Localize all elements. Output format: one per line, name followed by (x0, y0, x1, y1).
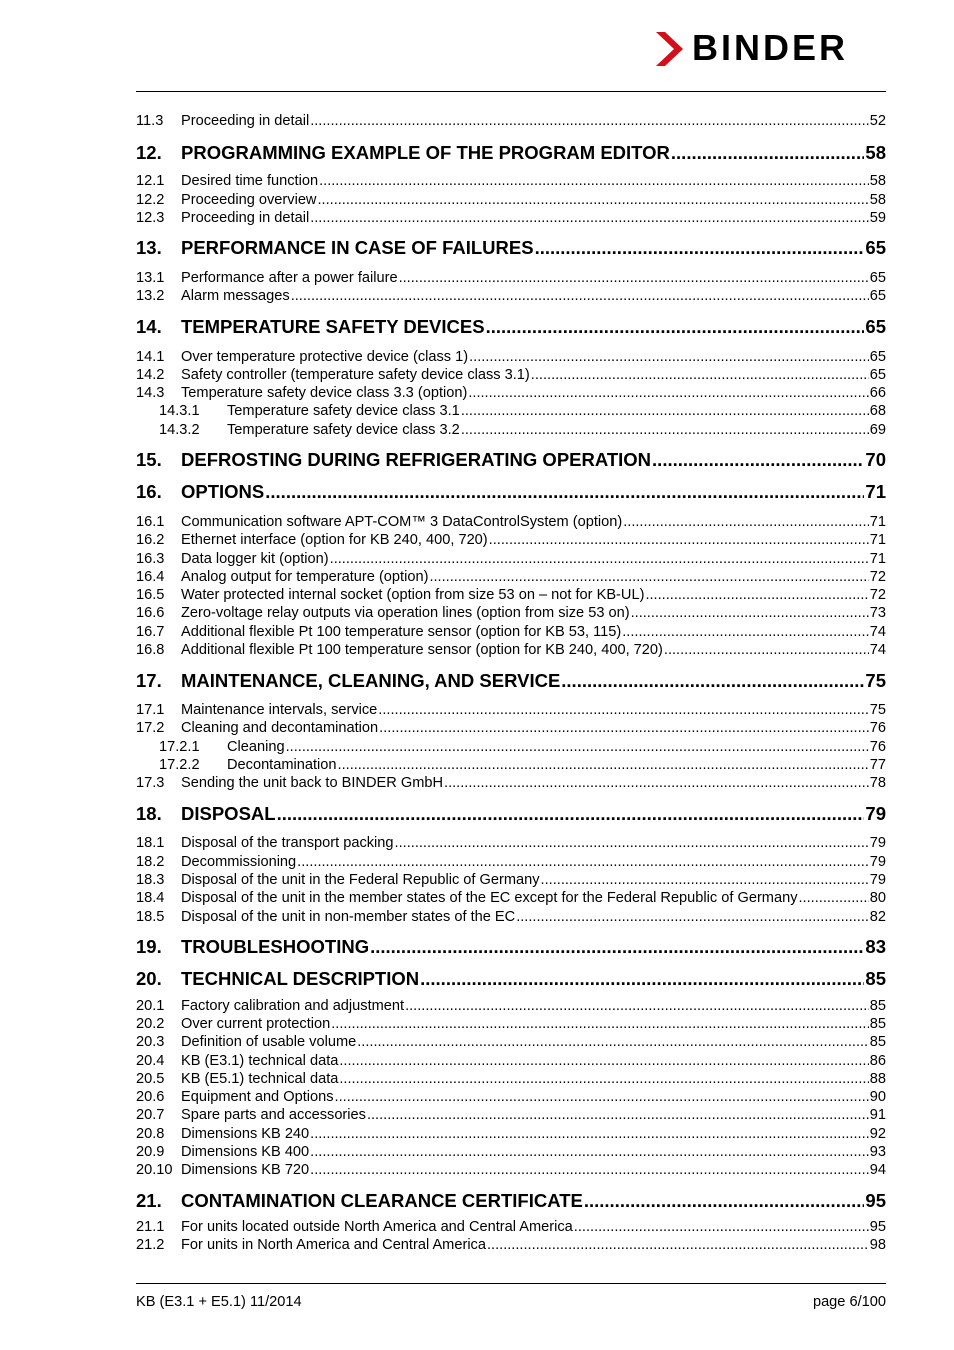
toc-number: 17.2.1 (159, 739, 200, 755)
toc-leader-dots (317, 191, 868, 209)
toc-page-number: 71 (865, 481, 886, 502)
toc-title: KB (E3.1) technical data (181, 1053, 339, 1069)
toc-title: Zero-voltage relay outputs via operation lines (option from size 53 on) (181, 605, 630, 621)
toc-entry[interactable] (136, 531, 886, 549)
toc-page-number: 88 (869, 1071, 886, 1087)
toc-page-number: 94 (869, 1162, 886, 1178)
toc-number: 18.1 (136, 835, 165, 851)
toc-leader-dots (297, 853, 869, 871)
toc-entry[interactable] (136, 513, 886, 531)
toc-entry[interactable] (136, 1015, 886, 1033)
toc-number: 15. (136, 449, 162, 470)
toc-page-number: 72 (869, 587, 886, 603)
toc-title: TECHNICAL DESCRIPTION (181, 968, 420, 989)
toc-number: 12.1 (136, 173, 165, 189)
toc-entry[interactable] (136, 889, 886, 907)
toc-number: 13. (136, 237, 162, 258)
toc-page-number: 74 (869, 642, 886, 658)
toc-leader-dots (531, 366, 869, 384)
toc-title: OPTIONS (181, 481, 265, 502)
toc-leader-dots (367, 1106, 869, 1124)
toc-title: Sending the unit back to BINDER GmbH (181, 775, 444, 791)
toc-leader-dots (429, 568, 868, 586)
toc-number: 20.2 (136, 1016, 165, 1032)
toc-entry[interactable] (136, 623, 886, 641)
toc-number: 17.3 (136, 775, 165, 791)
toc-leader-dots (277, 802, 865, 826)
toc-number: 16.5 (136, 587, 165, 603)
toc-page-number: 74 (869, 624, 886, 640)
toc-entry[interactable] (136, 756, 886, 774)
toc-number: 13.2 (136, 288, 165, 304)
toc-entry[interactable] (136, 172, 886, 190)
toc-page-number: 86 (869, 1053, 886, 1069)
toc-title: Dimensions KB 400 (181, 1144, 310, 1160)
toc-title: Analog output for temperature (option) (181, 569, 429, 585)
toc-chapter[interactable] (136, 141, 886, 165)
toc-leader-dots (489, 531, 869, 549)
toc-entry[interactable] (136, 586, 886, 604)
toc-page-number: 73 (869, 605, 886, 621)
toc-number: 16.8 (136, 642, 165, 658)
toc-entry[interactable] (136, 701, 886, 719)
toc-title: Desired time function (181, 173, 319, 189)
toc-page-number: 71 (869, 514, 886, 530)
toc-number: 14.3.1 (159, 403, 200, 419)
toc-title: Data logger kit (option) (181, 551, 329, 567)
toc-number: 20. (136, 968, 162, 989)
toc-chapter[interactable] (136, 669, 886, 693)
toc-number: 14.3 (136, 385, 165, 401)
toc-number: 17.1 (136, 702, 165, 718)
toc-leader-dots (405, 997, 869, 1015)
toc-title: Dimensions KB 240 (181, 1126, 310, 1142)
toc-page-number: 95 (869, 1219, 886, 1235)
toc-number: 18.2 (136, 854, 165, 870)
toc-title: Spare parts and accessories (181, 1107, 366, 1123)
toc-entry[interactable] (136, 834, 886, 852)
toc-leader-dots (574, 1218, 869, 1236)
toc-title: Proceeding in detail (181, 113, 310, 129)
toc-number: 20.7 (136, 1107, 165, 1123)
toc-number: 17.2.2 (159, 757, 200, 773)
toc-leader-dots (339, 1070, 868, 1088)
toc-chapter[interactable] (136, 802, 886, 826)
toc-title: Alarm messages (181, 288, 290, 304)
toc-page-number: 92 (869, 1126, 886, 1142)
toc-entry[interactable] (136, 402, 886, 420)
toc-title: Decontamination (227, 757, 337, 773)
toc-title: Temperature safety device class 3.3 (option) (181, 385, 468, 401)
toc-page-number: 76 (869, 739, 886, 755)
toc-leader-dots (623, 513, 869, 531)
toc-entry[interactable] (136, 641, 886, 659)
toc-entry[interactable] (136, 719, 886, 737)
footer-document-id: KB (E3.1 + E5.1) 11/2014 (136, 1294, 302, 1310)
toc-number: 14.3.2 (159, 422, 200, 438)
toc-leader-dots (399, 269, 869, 287)
toc-title: Proceeding overview (181, 192, 317, 208)
toc-leader-dots (310, 1161, 869, 1179)
toc-title: DEFROSTING DURING REFRIGERATING OPERATION (181, 449, 652, 470)
toc-entry[interactable] (136, 287, 886, 305)
toc-page-number: 85 (865, 968, 886, 989)
toc-leader-dots (645, 586, 868, 604)
toc-title: PROGRAMMING EXAMPLE OF THE PROGRAM EDITOR (181, 142, 670, 163)
toc-leader-dots (535, 236, 865, 260)
toc-leader-dots (420, 967, 864, 991)
toc-chapter[interactable] (136, 967, 886, 991)
toc-leader-dots (799, 889, 869, 907)
footer-divider (136, 1283, 886, 1284)
toc-leader-dots (468, 384, 868, 402)
toc-title: Additional flexible Pt 100 temperature sensor (option for KB 53, 115) (181, 624, 622, 640)
toc-chapter[interactable] (136, 315, 886, 339)
toc-title: Communication software APT-COM™ 3 DataControlSystem (option) (181, 514, 623, 530)
toc-title: Over temperature protective device (class 1) (181, 349, 469, 365)
toc-entry[interactable] (136, 1070, 886, 1088)
toc-page-number: 79 (865, 803, 886, 824)
toc-page-number: 65 (869, 367, 886, 383)
toc-chapter[interactable] (136, 448, 886, 472)
toc-page-number: 66 (869, 385, 886, 401)
toc-number: 17. (136, 670, 162, 691)
toc-page-number: 65 (869, 288, 886, 304)
toc-leader-dots (338, 756, 869, 774)
toc-page-number: 69 (869, 422, 886, 438)
toc-leader-dots (664, 641, 869, 659)
toc-number: 16. (136, 481, 162, 502)
toc-leader-dots (561, 669, 864, 693)
toc-number: 14.1 (136, 349, 165, 365)
toc-page-number: 72 (869, 569, 886, 585)
toc-leader-dots (461, 402, 869, 420)
toc-entry[interactable] (136, 853, 886, 871)
toc-number: 12.3 (136, 210, 165, 226)
toc-entry[interactable] (136, 997, 886, 1015)
table-of-contents (136, 0, 886, 1350)
toc-page-number: 80 (869, 890, 886, 906)
toc-leader-dots (541, 871, 869, 889)
toc-page-number: 83 (865, 936, 886, 957)
toc-page-number: 95 (865, 1190, 886, 1211)
toc-number: 18. (136, 803, 162, 824)
toc-leader-dots (631, 604, 869, 622)
toc-leader-dots (444, 774, 869, 792)
toc-title: PERFORMANCE IN CASE OF FAILURES (181, 237, 534, 258)
toc-title: Cleaning and decontamination (181, 720, 379, 736)
toc-leader-dots (469, 348, 869, 366)
toc-leader-dots (487, 1236, 869, 1254)
toc-page-number: 79 (869, 835, 886, 851)
toc-title: Temperature safety device class 3.2 (227, 422, 460, 438)
toc-title: Temperature safety device class 3.1 (227, 403, 460, 419)
toc-page-number: 52 (869, 113, 886, 129)
toc-page-number: 58 (869, 192, 886, 208)
toc-leader-dots (310, 1125, 869, 1143)
toc-page-number: 98 (869, 1237, 886, 1253)
toc-entry[interactable] (136, 1125, 886, 1143)
toc-page-number: 79 (869, 872, 886, 888)
toc-number: 20.4 (136, 1053, 165, 1069)
toc-entry[interactable] (136, 1088, 886, 1106)
toc-number: 21.2 (136, 1237, 165, 1253)
toc-chapter[interactable] (136, 236, 886, 260)
toc-leader-dots (265, 480, 864, 504)
toc-leader-dots (330, 550, 869, 568)
toc-number: 16.7 (136, 624, 165, 640)
toc-entry[interactable] (136, 112, 886, 130)
toc-title: Disposal of the transport packing (181, 835, 394, 851)
toc-number: 16.1 (136, 514, 165, 530)
toc-number: 18.4 (136, 890, 165, 906)
toc-number: 14.2 (136, 367, 165, 383)
toc-page-number: 70 (865, 449, 886, 470)
toc-title: DISPOSAL (181, 803, 276, 824)
toc-page-number: 75 (869, 702, 886, 718)
toc-number: 16.6 (136, 605, 165, 621)
toc-title: Ethernet interface (option for KB 240, 400, 720) (181, 532, 488, 548)
toc-entry[interactable] (136, 1106, 886, 1124)
toc-chapter[interactable] (136, 1189, 886, 1213)
toc-title: TROUBLESHOOTING (181, 936, 370, 957)
toc-title: CONTAMINATION CLEARANCE CERTIFICATE (181, 1190, 583, 1211)
toc-entry[interactable] (136, 774, 886, 792)
toc-leader-dots (339, 1052, 868, 1070)
toc-page-number: 76 (869, 720, 886, 736)
toc-number: 18.3 (136, 872, 165, 888)
toc-leader-dots (461, 421, 869, 439)
toc-title: KB (E5.1) technical data (181, 1071, 339, 1087)
toc-title: Disposal of the unit in the Federal Republic of Germany (181, 872, 540, 888)
toc-entry[interactable] (136, 568, 886, 586)
toc-number: 13.1 (136, 270, 165, 286)
toc-entry[interactable] (136, 384, 886, 402)
toc-leader-dots (335, 1088, 869, 1106)
toc-page-number: 65 (869, 270, 886, 286)
toc-entry[interactable] (136, 871, 886, 889)
toc-page-number: 78 (869, 775, 886, 791)
toc-number: 21. (136, 1190, 162, 1211)
toc-chapter[interactable] (136, 935, 886, 959)
toc-page-number: 58 (869, 173, 886, 189)
footer-page-number: page 6/100 (812, 1294, 886, 1310)
toc-title: Disposal of the unit in non-member states of the EC (181, 909, 516, 925)
toc-leader-dots (291, 287, 869, 305)
toc-entry[interactable] (136, 366, 886, 384)
toc-leader-dots (319, 172, 869, 190)
toc-page-number: 65 (865, 237, 886, 258)
toc-title: Decommissioning (181, 854, 297, 870)
toc-page-number: 65 (869, 349, 886, 365)
toc-title: Factory calibration and adjustment (181, 998, 405, 1014)
toc-page-number: 85 (869, 1016, 886, 1032)
toc-page-number: 79 (869, 854, 886, 870)
toc-number: 12. (136, 142, 162, 163)
toc-entry[interactable] (136, 209, 886, 227)
toc-page-number: 58 (865, 142, 886, 163)
toc-number: 18.5 (136, 909, 165, 925)
toc-page-number: 68 (869, 403, 886, 419)
toc-leader-dots (378, 701, 868, 719)
toc-page-number: 91 (869, 1107, 886, 1123)
toc-leader-dots (584, 1189, 865, 1213)
toc-title: Definition of usable volume (181, 1034, 357, 1050)
toc-number: 19. (136, 936, 162, 957)
toc-title: Proceeding in detail (181, 210, 310, 226)
toc-leader-dots (486, 315, 865, 339)
toc-leader-dots (331, 1015, 869, 1033)
toc-entry[interactable] (136, 604, 886, 622)
toc-entry[interactable] (136, 269, 886, 287)
toc-leader-dots (370, 935, 864, 959)
toc-title: MAINTENANCE, CLEANING, AND SERVICE (181, 670, 561, 691)
toc-number: 20.1 (136, 998, 165, 1014)
toc-chapter[interactable] (136, 480, 886, 504)
toc-leader-dots (516, 908, 869, 926)
toc-title: Maintenance intervals, service (181, 702, 378, 718)
toc-page-number: 82 (869, 909, 886, 925)
toc-page-number: 90 (869, 1089, 886, 1105)
toc-leader-dots (652, 448, 864, 472)
toc-title: For units located outside North America and Central America (181, 1219, 573, 1235)
toc-number: 11.3 (136, 113, 164, 129)
toc-entry[interactable] (136, 1161, 886, 1179)
toc-number: 20.3 (136, 1034, 165, 1050)
toc-number: 20.8 (136, 1126, 165, 1142)
toc-number: 17.2 (136, 720, 165, 736)
toc-page-number: 75 (865, 670, 886, 691)
toc-entry[interactable] (136, 1143, 886, 1161)
toc-entry[interactable] (136, 191, 886, 209)
toc-page-number: 71 (869, 551, 886, 567)
toc-number: 20.6 (136, 1089, 165, 1105)
toc-title: Disposal of the unit in the member states of the EC except for the Federal Republic of Germany (181, 890, 798, 906)
toc-leader-dots (310, 209, 869, 227)
toc-title: Dimensions KB 720 (181, 1162, 310, 1178)
toc-page-number: 65 (865, 316, 886, 337)
toc-number: 20.10 (136, 1162, 173, 1178)
toc-number: 16.3 (136, 551, 165, 567)
toc-leader-dots (310, 1143, 869, 1161)
toc-entry[interactable] (136, 550, 886, 568)
toc-page-number: 93 (869, 1144, 886, 1160)
toc-title: Equipment and Options (181, 1089, 334, 1105)
toc-title: TEMPERATURE SAFETY DEVICES (181, 316, 485, 337)
toc-title: Water protected internal socket (option from size 53 on – not for KB-UL) (181, 587, 645, 603)
toc-page-number: 85 (869, 998, 886, 1014)
toc-leader-dots (395, 834, 869, 852)
toc-number: 20.9 (136, 1144, 165, 1160)
toc-leader-dots (310, 112, 869, 130)
toc-leader-dots (671, 141, 865, 165)
toc-leader-dots (622, 623, 869, 641)
toc-leader-dots (286, 738, 869, 756)
toc-entry[interactable] (136, 1218, 886, 1236)
toc-title: Over current protection (181, 1016, 331, 1032)
toc-number: 14. (136, 316, 162, 337)
toc-entry[interactable] (136, 1236, 886, 1254)
toc-number: 21.1 (136, 1219, 165, 1235)
toc-title: Safety controller (temperature safety device class 3.1) (181, 367, 530, 383)
toc-number: 16.2 (136, 532, 165, 548)
toc-title: For units in North America and Central America (181, 1237, 486, 1253)
toc-number: 12.2 (136, 192, 165, 208)
toc-entry[interactable] (136, 421, 886, 439)
toc-number: 20.5 (136, 1071, 165, 1087)
toc-number: 16.4 (136, 569, 165, 585)
toc-page-number: 59 (869, 210, 886, 226)
toc-page-number: 71 (869, 532, 886, 548)
toc-title: Performance after a power failure (181, 270, 398, 286)
toc-title: Cleaning (227, 739, 285, 755)
toc-entry[interactable] (136, 908, 886, 926)
toc-entry[interactable] (136, 1033, 886, 1051)
toc-title: Additional flexible Pt 100 temperature sensor (option for KB 240, 400, 720) (181, 642, 663, 658)
toc-entry[interactable] (136, 1052, 886, 1070)
toc-leader-dots (357, 1033, 869, 1051)
toc-entry[interactable] (136, 348, 886, 366)
toc-entry[interactable] (136, 738, 886, 756)
brand-wordmark: BINDER (692, 27, 849, 68)
toc-page-number: 77 (869, 757, 886, 773)
toc-leader-dots (379, 719, 869, 737)
toc-page-number: 85 (869, 1034, 886, 1050)
